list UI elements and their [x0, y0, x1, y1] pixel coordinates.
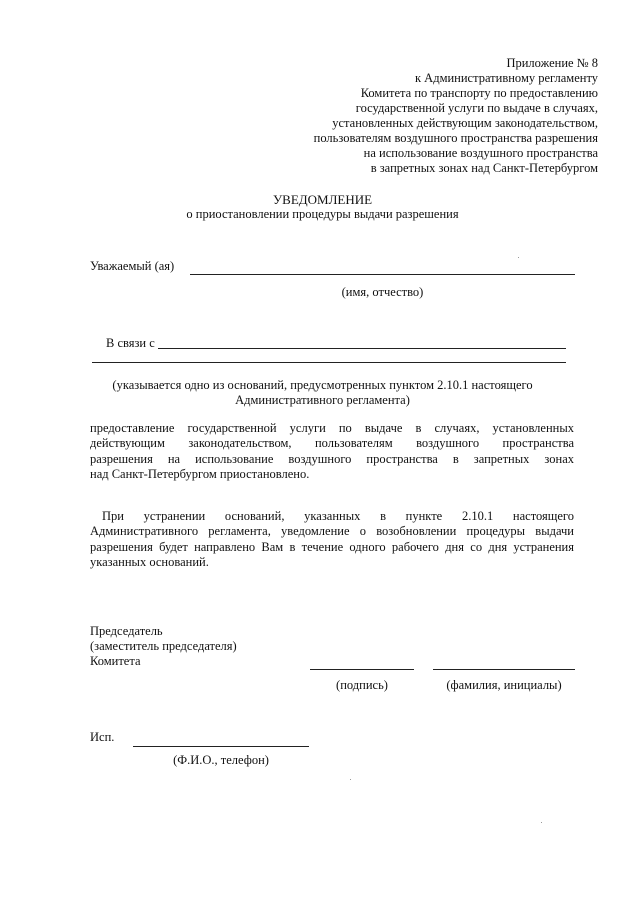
full-name-line	[433, 669, 575, 670]
paragraph2-line-1: При устранении оснований, указанных в пункте 2.10.1 настоящего	[102, 509, 574, 523]
signature-line	[310, 669, 414, 670]
signatory-title-3: Комитета	[90, 654, 141, 668]
header-line-7: на использование воздушного пространства	[363, 146, 598, 160]
executor-line	[133, 746, 309, 747]
scan-speck	[350, 779, 351, 780]
signatory-title-2: (заместитель председателя)	[90, 639, 237, 653]
executor-caption: (Ф.И.О., телефон)	[173, 753, 269, 767]
header-line-4: государственной услуги по выдаче в случаях,	[355, 101, 598, 115]
name-field-line	[190, 274, 575, 275]
header-line-6: пользователям воздушного пространства разрешения	[313, 131, 598, 145]
reason-field-line-1	[158, 348, 566, 349]
paragraph2-line-3: разрешения будет направлено Вам в течение одного рабочего дня со дня устранения	[90, 540, 574, 554]
signature-caption: (подпись)	[336, 678, 388, 692]
greeting-label: Уважаемый (ая)	[90, 259, 175, 273]
reason-caption-2: Административного регламента)	[235, 393, 410, 407]
paragraph1-line-3: разрешения на использование воздушного пространства в запретных зонах	[90, 452, 574, 466]
paragraph1-line-2: действующим законодательством, пользователям воздушного пространства	[90, 436, 574, 450]
scan-speck	[541, 822, 542, 823]
header-line-1: Приложение № 8	[506, 56, 598, 70]
header-line-8: в запретных зонах над Санкт-Петербургом	[370, 161, 598, 175]
header-line-2: к Административному регламенту	[414, 71, 598, 85]
full-name-caption: (фамилия, инициалы)	[446, 678, 562, 692]
executor-label: Исп.	[90, 730, 115, 744]
reason-label: В связи с	[106, 336, 155, 350]
reason-field-line-2	[92, 362, 566, 363]
reason-caption-1: (указывается одно из оснований, предусмотренных пунктом 2.10.1 настоящего	[112, 378, 533, 392]
document-title: УВЕДОМЛЕНИЕ	[272, 192, 373, 207]
header-line-5: установленных действующим законодательством,	[332, 116, 598, 130]
paragraph2-line-4: указанных оснований.	[90, 555, 209, 569]
name-caption: (имя, отчество)	[341, 285, 424, 299]
paragraph2-line-2: Административного регламента, уведомление о возобновлении процедуры выдачи	[90, 524, 574, 538]
signatory-title-1: Председатель	[90, 624, 163, 638]
paragraph1-line-4: над Санкт-Петербургом приостановлено.	[90, 467, 310, 481]
scan-speck	[518, 257, 519, 258]
header-line-3: Комитета по транспорту по предоставлению	[360, 86, 598, 100]
paragraph1-line-1: предоставление государственной услуги по выдаче в случаях, установленных	[90, 421, 574, 435]
document-subtitle: о приостановлении процедуры выдачи разрешения	[186, 207, 459, 221]
